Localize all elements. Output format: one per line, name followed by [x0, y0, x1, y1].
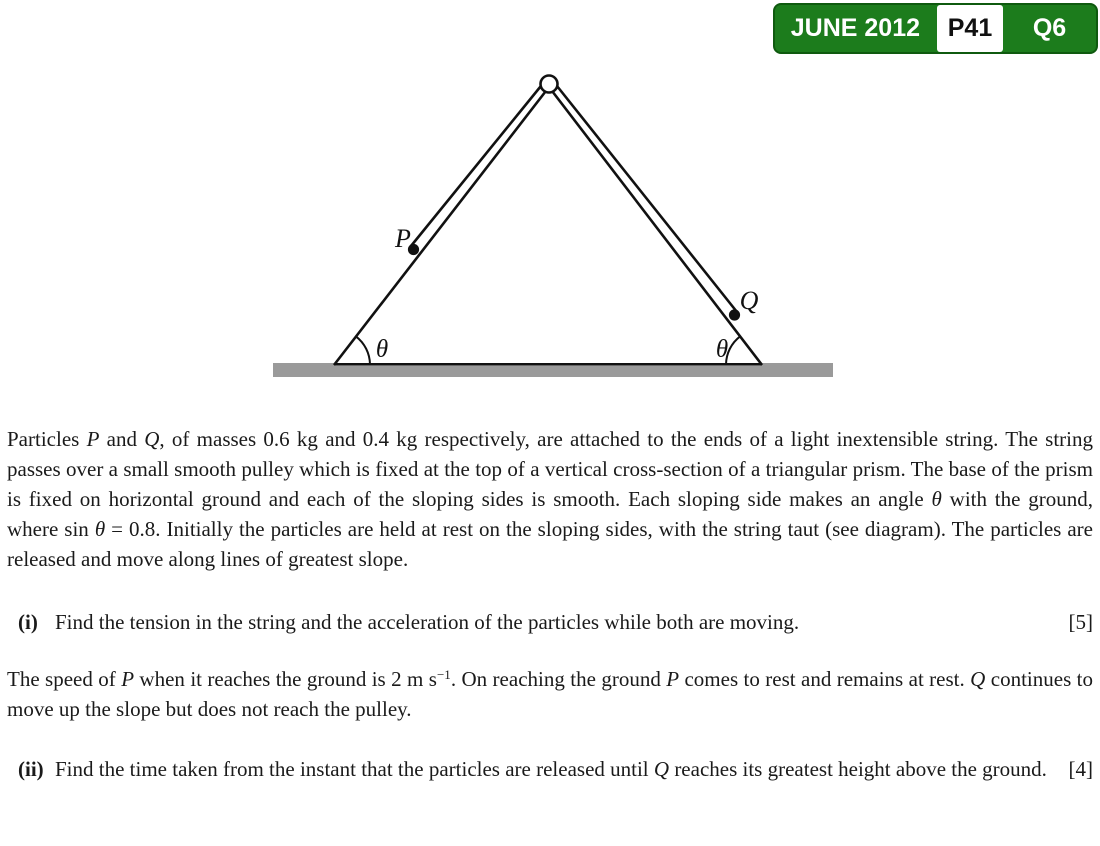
left-slope-line [334, 87, 549, 365]
right-string-line [553, 82, 737, 313]
left-angle-label: θ [375, 336, 389, 363]
question-part-ii [7, 754, 1093, 784]
prism-pulley-diagram [0, 0, 1100, 400]
pulley-circle [541, 76, 558, 93]
right-slope-line [549, 87, 762, 365]
particle-p-label: P [395, 224, 411, 253]
part-ii-marker: (ii) [18, 757, 44, 781]
figure-area [0, 0, 1100, 400]
part-ii-marks: [4] [1068, 757, 1093, 781]
part-ii-text-content: Find the time taken from the instant that the particles are released until Q reaches its greatest height above the ground. [55, 757, 1047, 781]
part-i-text: Find the tension in the string and the acceleration of the particles while both are moving. [55, 610, 800, 634]
exam-reference-badge [773, 3, 1098, 54]
problem-middle-paragraph: The speed of P when it reaches the ground is 2 m $s^{-1}$. On reaching the ground P comes to rest and remains at rest. Q continues to move up the slope but does not reach the pulley. [7, 666, 1093, 721]
part-i-marks: [5] [1068, 610, 1093, 634]
part-ii-text [55, 754, 1093, 784]
left-angle-arc [356, 336, 370, 364]
problem-intro-paragraph: Particles P and Q, of masses 0.6 kg and 0.4 kg respectively, are attached to the ends of a light inextensible string. The string passes over a small smooth pulley which is fixed at the top of a vertical cross-section of a triangular prism. The base of the prism is fixed on horizontal ground and each of the sloping sides is smooth. Each sloping side makes an angle θ with the ground, where sin θ = 0.8. Initially the particles are held at rest on the sloping sides, with the string taut (see diagram). The particles are released and move along lines of greatest slope. [7, 427, 1094, 571]
part-i-marker: (i) [18, 610, 38, 634]
badge-question-label: Q6 [1032, 14, 1067, 42]
particle-q-label: Q [739, 286, 759, 315]
particle-q-dot [729, 309, 740, 320]
badge-session-label: JUNE 2012 [790, 14, 920, 42]
right-angle-label: θ [715, 336, 729, 363]
left-string-line [411, 82, 545, 247]
badge-paper-label: P41 [937, 5, 1003, 52]
question-part-i [7, 607, 1093, 637]
